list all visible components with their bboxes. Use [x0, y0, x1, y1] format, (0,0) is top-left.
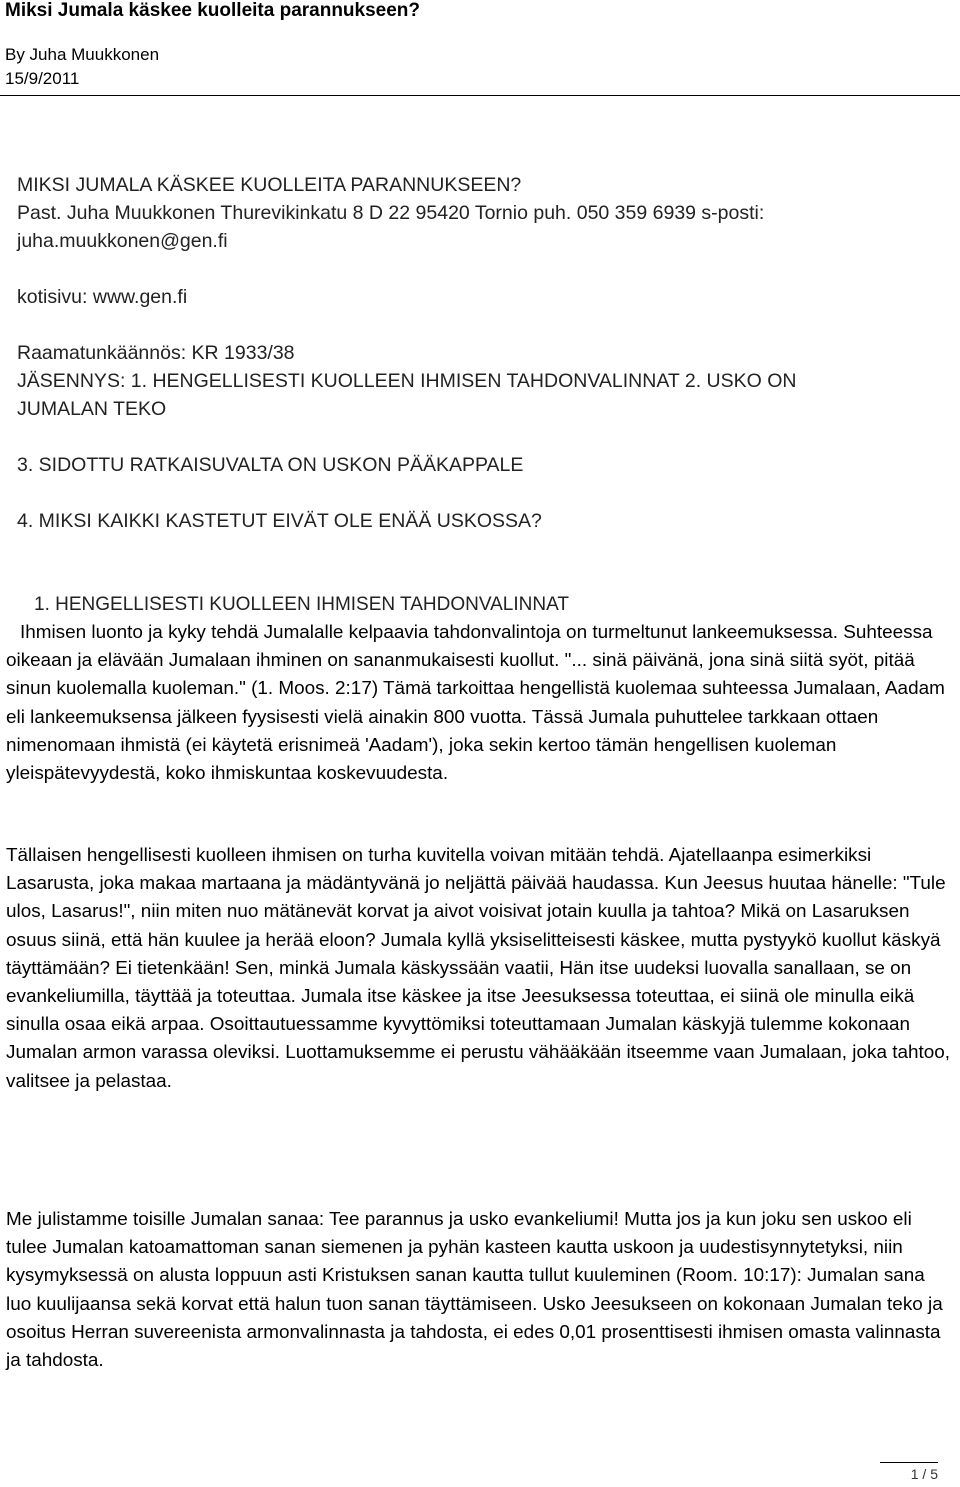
toc-line: JÄSENNYS: 1. HENGELLISESTI KUOLLEEN IHMISEN TAHDONVALINNAT 2. USKO ON [17, 370, 797, 392]
toc-item-4: 4. MIKSI KAIKKI KASTETUT EIVÄT OLE ENÄÄ USKOSSA? [17, 510, 542, 532]
document-title: Miksi Jumala käskee kuolleita parannukseen? [5, 0, 421, 21]
section-heading: 1. HENGELLISESTI KUOLLEEN IHMISEN TAHDONVALINNAT [34, 594, 569, 615]
contact-line: Past. Juha Muukkonen Thurevikinkatu 8 D 22 95420 Tornio puh. 050 359 6939 s-posti: [17, 202, 765, 224]
footer-divider [880, 1462, 938, 1463]
paragraph-2: Tällaisen hengellisesti kuolleen ihmisen on turha kuvitella voivan mitään tehdä. Ajatellaanpa esimerkiksi Lasarusta, joka makaa martaana ja mädäntyvänä jo neljättä päivää haudassa. Kun Jeesus huutaa hänelle: "Tule ulos, Lasarus!", niin miten nuo mätänevät korvat ja aivot voisivat jotain kuulla ja tahtoa? Mikä on Lasaruksen osuus siinä, että hän kuulee ja herää eloon? Jumala kyllä yksiselitteisesti käskee, mutta pystyykö kuollut käskyä täyttämään? Ei tietenkään! Sen, minkä Jumala käskyssään vaatii, Hän itse uudeksi luovalla sanallaan, se on evankeliumilla, täyttää ja toteuttaa. Jumala itse käskee ja itse Jeesuksessa toteuttaa, ei siinä ole minulla eikä sinulla osaa eikä arpaa. Osoittautuessamme kyvyttömiksi toteuttamaan Jumalan käskyjä tulemme kokonaan Jumalan armon varassa oleviksi. Luottamuksemme ei perustu vähääkään itseemme vaan Jumalaan, joka tahtoo, valitsee ja pelastaa. [6, 845, 950, 1092]
date-line: 15/9/2011 [5, 69, 80, 88]
header-divider [0, 95, 960, 96]
paragraph-3: Me julistamme toisille Jumalan sanaa: Tee parannus ja usko evankeliumi! Mutta jos ja kun joku sen uskoo eli tulee Jumalan katoamattoman sanan siemenen ja pyhän kasteen kautta uskoon ja uudestisynnytetyksi, niin kysymyksessä on alusta loppuun asti Kristuksen sanan kautta tullut kuuleminen (Room. 10:17): Jumalan sana luo kuulijaansa sekä korvat että halun tuon sanan täyttämiseen. Usko Jeesukseen on kokonaan Jumalan teko ja osoitus Herran suvereenista armonvalinnasta ja tahdosta, ei edes 0,01 prosenttisesti ihmisen omasta valinnasta ja tahdosta. [6, 1209, 943, 1372]
author-line: By Juha Muukkonen [5, 45, 160, 64]
translation-line: Raamatunkäännös: KR 1933/38 [17, 342, 295, 364]
homepage-line: kotisivu: www.gen.fi [17, 286, 188, 308]
toc-line-continued: JUMALAN TEKO [17, 398, 167, 420]
page-number: 1 / 5 [910, 1466, 938, 1482]
paragraph-1: Ihmisen luonto ja kyky tehdä Jumalalle kelpaavia tahdonvalintoja on turmeltunut lankeemuksessa. Suhteessa oikeaan ja elävään Jumalaan ihminen on sananmukaisesti kuollut. "... sinä päivänä, jona sinä siitä syöt, pitää sinun kuolemalla kuoleman." (1. Moos. 2:17) Tämä tarkoittaa hengellistä kuolemaa suhteessa Jumalaan, Aadam eli lankeemuksensa jälkeen fyysisesti vielä ainakin 800 vuotta. Tässä Jumala puhuttelee tarkkaan ottaen nimenomaan ihmistä (ei käytetä erisnimeä 'Aadam'), joka sekin kertoo tämän hengellisen kuoleman yleispätevyydestä, koko ihmiskuntaa koskevuudesta. [6, 622, 945, 785]
intro-heading: MIKSI JUMALA KÄSKEE KUOLLEITA PARANNUKSEEN? [17, 174, 522, 196]
contact-email: juha.muukkonen@gen.fi [17, 230, 228, 252]
toc-item-3: 3. SIDOTTU RATKAISUVALTA ON USKON PÄÄKAPPALE [17, 454, 524, 476]
